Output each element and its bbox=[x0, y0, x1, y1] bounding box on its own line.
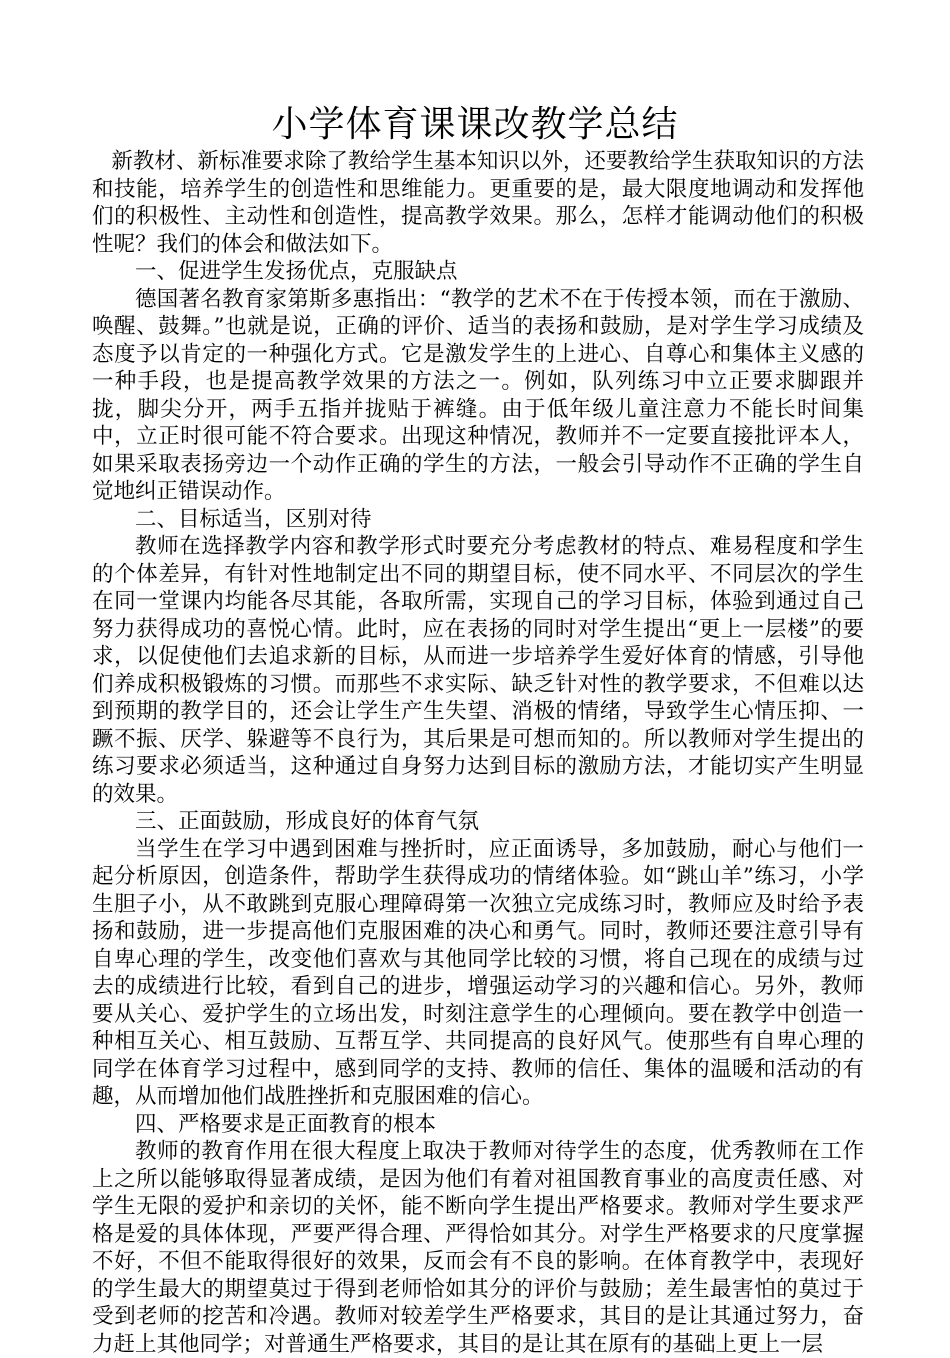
section-paragraph-1: 德国著名教育家第斯多惠指出：“教学的艺术不在于传授本领，而在于激励、唤醒、鼓舞。”也就是说，正确的评价、适当的表扬和鼓励，是对学生学习成绩及态度予以肯定的一种强化方式。它是激发学生的上进心、自尊心和集体主义感的一种手段，也是提高教学效果的方法之一。例如，队列练习中立正要求脚跟并拢，脚尖分开，两手五指并拢贴于裤缝。由于低年级儿童注意力不能长时间集中，立正时很可能不符合要求。出现这种情况，教师并不一定要直接批评本人，如果采取表扬旁边一个动作正确的学生的方法，一般会引导动作不正确的学生自觉地纠正错误动作。 bbox=[92, 286, 864, 504]
section-heading-2: 二、目标适当，区别对待 bbox=[135, 506, 372, 532]
section-paragraph-3: 当学生在学习中遇到困难与挫折时，应正面诱导，多加鼓励，耐心与他们一起分析原因，创造条件，帮助学生获得成功的情绪体验。如“跳山羊”练习，小学生胆子小，从不敢跳到克服心理障碍第一次独立完成练习时，教师应及时给予表扬和鼓励，进一步提高他们克服困难的决心和勇气。同时，教师还要注意引导有自卑心理的学生，改变他们喜欢与其他同学比较的习惯，将自己现在的成绩与过去的成绩进行比较，看到自己的进步，增强运动学习的兴趣和信心。另外，教师要从关心、爱护学生的立场出发，时刻注意学生的心理倾向。要在教学中创造一种相互关心、相互鼓励、互帮互学、共同提高的良好风气。使那些有自卑心理的同学在体育学习过程中，感到同学的支持、教师的信任、集体的温暖和活动的有趣，从而增加他们战胜挫折和克服困难的信心。 bbox=[92, 836, 864, 1109]
section-paragraph-2: 教师在选择教学内容和教学形式时要充分考虑教材的特点、难易程度和学生的个体差异，有针对性地制定出不同的期望目标，使不同水平、不同层次的学生在同一堂课内均能各尽其能，各取所需，实现自己的学习目标，体验到通过自己努力获得成功的喜悦心情。此时，应在表扬的同时对学生提出“更上一层楼”的要求，以促使他们去追求新的目标，从而进一步培养学生爱好体育的情感，引导他们养成积极锻炼的习惯。而那些不求实际、缺乏针对性的教学要求，不但难以达到预期的教学目的，还会让学生产生失望、消极的情绪，导致学生心情压抑、一蹶不振、厌学、躲避等不良行为，其后果是可想而知的。所以教师对学生提出的练习要求必须适当，这种通过自身努力达到目标的激励方法，才能切实产生明显的效果。 bbox=[92, 534, 864, 807]
document-title: 小学体育课课改教学总结 bbox=[271, 104, 679, 145]
document-body bbox=[92, 148, 864, 1358]
section-heading-3: 三、正面鼓励，形成良好的体育气氛 bbox=[135, 809, 480, 834]
section-heading-1: 一、促进学生发扬优点，克服缺点 bbox=[135, 259, 458, 284]
section-heading-4: 四、严格要求是正面教育的根本 bbox=[135, 1111, 437, 1137]
section-paragraph-4: 教师的教育作用在很大程度上取决于教师对待学生的态度，优秀教师在工作上之所以能够取得显著成绩，是因为他们有着对祖国教育事业的高度责任感、对学生无限的爱护和亲切的关怀，能不断向学生提出严格要求。教师对学生要求严格是爱的具体体现，严要严得合理、严得恰如其分。对学生严格要求的尺度掌握不好，不但不能取得很好的效果，反而会有不良的影响。在体育教学中，表现好的学生最大的期望莫过于得到老师恰如其分的评价与鼓励；差生最害怕的莫过于受到老师的挖苦和冷遇。教师对较差学生严格要求，其目的是让其通过努力，奋力赶上其他同学；对普通生严格要求，其目的是让其在原有的基础上更上一层 bbox=[92, 1139, 864, 1357]
intro-paragraph: 新教材、新标准要求除了教给学生基本知识以外，还要教给学生获取知识的方法和技能，培养学生的创造性和思维能力。更重要的是，最大限度地调动和发挥他们的积极性、主动性和创造性，提高教学效果。那么，怎样才能调动他们的积极性呢？我们的体会和做法如下。 bbox=[92, 149, 864, 257]
